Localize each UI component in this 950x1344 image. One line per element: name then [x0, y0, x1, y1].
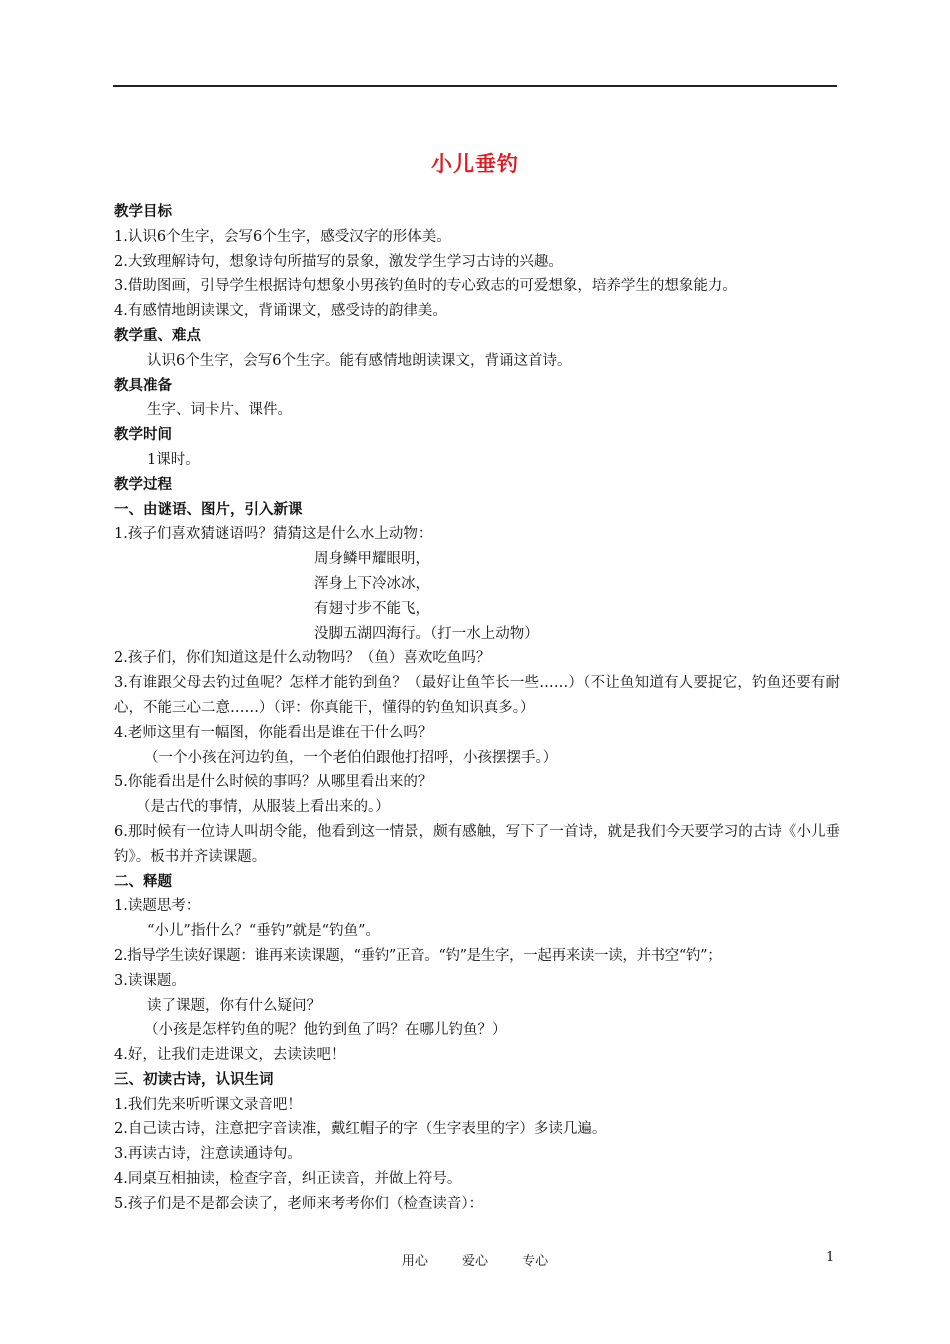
riddle-line: 没脚五湖四海行。（打一水上动物） — [314, 625, 539, 642]
part1-answer-5: （是古代的事情，从服装上看出来的。） — [136, 799, 390, 816]
part2-question-2: 2.指导学生读好课题：谁再来读课题，“垂钓”正音。“钓”是生字，一起再来读一读，并书空“钓”； — [114, 947, 722, 964]
goal-item: 1.认识6个生字，会写6个生字，感受汉字的形体美。 — [114, 228, 451, 245]
tools-text: 生字、词卡片、课件。 — [147, 402, 292, 419]
goal-item: 3.借助图画，引导学生根据诗句想象小男孩钓鱼时的专心致志的可爱想象，培养学生的想象能力。 — [114, 278, 737, 295]
part1-question-1: 1.孩子们喜欢猜谜语吗？猜猜这是什么水上动物： — [114, 526, 433, 543]
part1-question-3: 3.有谁跟父母去钓过鱼呢？怎样才能钓到鱼？（最好让鱼竿长一些……）（不让鱼知道有人要捉它，钓鱼还要有耐心，不能三心二意……）（评：你真能干，懂得的钓鱼知识真多。） — [114, 675, 840, 716]
riddle-line: 周身鳞甲耀眼明， — [314, 551, 430, 568]
part1-heading: 一、由谜语、图片，引入新课 — [114, 501, 303, 518]
part1-answer-4: （一个小孩在河边钓鱼，一个老伯伯跟他打招呼，小孩摆摆手。） — [144, 749, 558, 766]
process-heading: 教学过程 — [114, 476, 172, 493]
tools-heading: 教具准备 — [114, 377, 172, 394]
part3-item: 1.我们先来听听课文录音吧！ — [114, 1096, 302, 1113]
goal-item: 2.大致理解诗句，想象诗句所描写的景象，激发学生学习古诗的兴趣。 — [114, 253, 563, 270]
part1-question-4: 4.老师这里有一幅图，你能看出是谁在干什么吗？ — [114, 724, 433, 741]
goals-heading: 教学目标 — [114, 204, 172, 220]
part2-sub-3: 读了课题，你有什么疑问？ — [147, 997, 321, 1014]
header-rule — [113, 85, 837, 87]
page-number: 1 — [826, 1250, 835, 1265]
goal-item: 4.有感情地朗读课文，背诵课文，感受诗的韵律美。 — [114, 303, 447, 320]
key-points-text: 认识6个生字，会写6个生字。能有感情地朗读课文，背诵这首诗。 — [147, 352, 572, 369]
part2-question-1: 1.读题思考： — [114, 898, 201, 915]
footer-motto — [0, 1250, 950, 1269]
key-points-heading: 教学重、难点 — [114, 327, 201, 344]
part2-answer-3: （小孩是怎样钓鱼的呢？他钓到鱼了吗？在哪儿钓鱼？） — [144, 1022, 507, 1039]
part2-heading: 二、释题 — [114, 873, 172, 890]
document-body — [114, 200, 840, 1217]
part1-question-5: 5.你能看出是什么时候的事吗？从哪里看出来的？ — [114, 774, 433, 791]
riddle-line: 有翅寸步不能飞， — [314, 600, 430, 617]
part1-question-6: 6.那时候有一位诗人叫胡令能，他看到这一情景，颇有感触，写下了一首诗，就是我们今天要学习的古诗《小儿垂钓》。板书并齐读课题。 — [114, 823, 840, 865]
footer-motto-left: 用心 — [401, 1254, 428, 1269]
time-text: 1课时。 — [147, 451, 200, 468]
footer-motto-right: 专心 — [522, 1254, 549, 1269]
part3-item: 5.孩子们是不是都会读了，老师来考考你们（检查读音）： — [114, 1195, 484, 1212]
part2-question-3: 3.读课题。 — [114, 972, 186, 989]
part2-sub-1: “小儿”指什么？“垂钓”就是“钓鱼”。 — [147, 923, 380, 940]
part2-question-4: 4.好，让我们走进课文，去读读吧！ — [114, 1047, 346, 1064]
time-heading: 教学时间 — [114, 427, 172, 444]
part1-question-2: 2.孩子们，你们知道这是什么动物吗？（鱼）喜欢吃鱼吗？ — [114, 650, 491, 667]
part3-item: 2.自己读古诗，注意把字音读准，戴红帽子的字（生字表里的字）多读几遍。 — [114, 1121, 607, 1138]
part3-item: 3.再读古诗，注意读通诗句。 — [114, 1146, 302, 1163]
part3-heading: 三、初读古诗，认识生词 — [114, 1071, 274, 1088]
page-title: 小儿垂钓 — [431, 152, 519, 176]
footer-motto-middle: 爱心 — [461, 1254, 488, 1269]
riddle-line: 浑身上下冷冰冰， — [314, 575, 430, 592]
part3-item: 4.同桌互相抽读，检查字音，纠正读音，并做上符号。 — [114, 1171, 462, 1188]
